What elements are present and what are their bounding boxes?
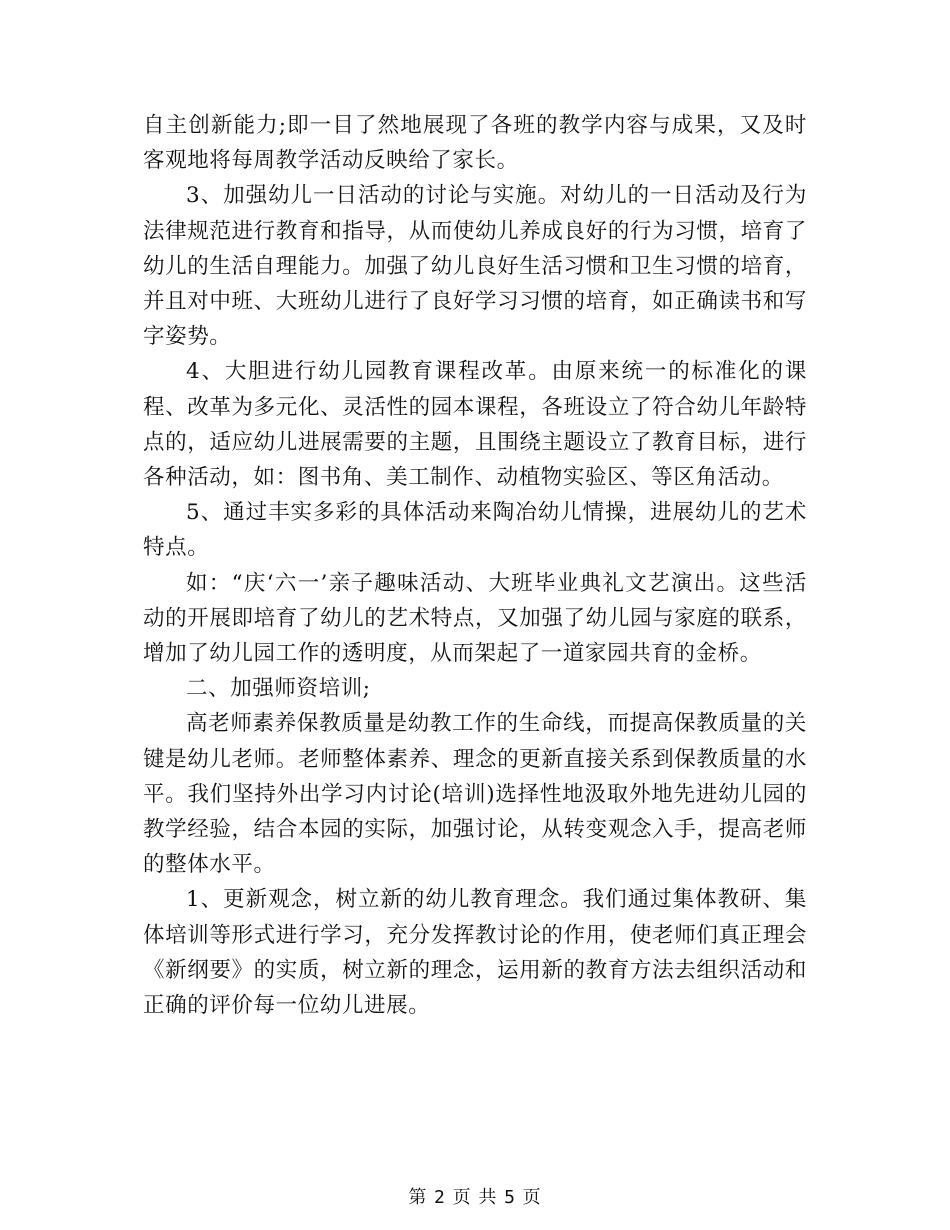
paragraph: 1、更新观念，树立新的幼儿教育理念。我们通过集体教研、集体培训等形式进行学习，充分发挥教讨论的作用，使老师们真正理会《新纲要》的实质，树立新的理念，运用新的教育方法去组织活动和正确的评价每一位幼儿进展。 [143, 887, 807, 1019]
paragraph: 自主创新能力;即一目了然地展现了各班的教学内容与成果，又及时客观地将每周教学活动反映给了家长。 [143, 113, 807, 174]
paragraph: 4、大胆进行幼儿园教育课程改革。由原来统一的标准化的课程、改革为多元化、灵活性的园本课程，各班设立了符合幼儿年龄特点的，适应幼儿进展需要的主题，且围绕主题设立了教育目标，进行各种活动，如：图书角、美工制作、动植物实验区、等区角活动。 [143, 359, 807, 491]
footer-middle: 页 共 [452, 1187, 498, 1208]
paragraph: 3、加强幼儿一日活动的讨论与实施。对幼儿的一日活动及行为法律规范进行教育和指导，从而使幼儿养成良好的行为习惯，培育了幼儿的生活自理能力。加强了幼儿良好生活习惯和卫生习惯的培育，并且对中班、大班幼儿进行了良好学习习惯的培育，如正确读书和写字姿势。 [143, 183, 807, 350]
page-footer [0, 1183, 950, 1209]
footer-prefix: 第 [408, 1187, 428, 1208]
paragraph: 5、通过丰实多彩的具体活动来陶冶幼儿情操，进展幼儿的艺术特点。 [143, 500, 807, 561]
paragraph: 如：“庆‘六一’亲子趣味活动、大班毕业典礼文艺演出。这些活动的开展即培育了幼儿的艺术特点，又加强了幼儿园与家庭的联系，增加了幼儿园工作的透明度，从而架起了一道家园共育的金桥。 [143, 570, 807, 667]
document-body [143, 108, 807, 1023]
current-page-number: 2 [434, 1187, 446, 1208]
section-heading: 二、加强师资培训; [186, 676, 371, 702]
total-pages-number: 5 [504, 1187, 516, 1208]
footer-suffix: 页 [522, 1187, 542, 1208]
paragraph: 高老师素养保教质量是幼教工作的生命线，而提高保教质量的关键是幼儿老师。老师整体素养、理念的更新直接关系到保教质量的水平。我们坚持外出学习内讨论(培训)选择性地汲取外地先进幼儿园的教学经验，结合本园的实际，加强讨论，从转变观念入手，提高老师的整体水平。 [143, 711, 807, 878]
